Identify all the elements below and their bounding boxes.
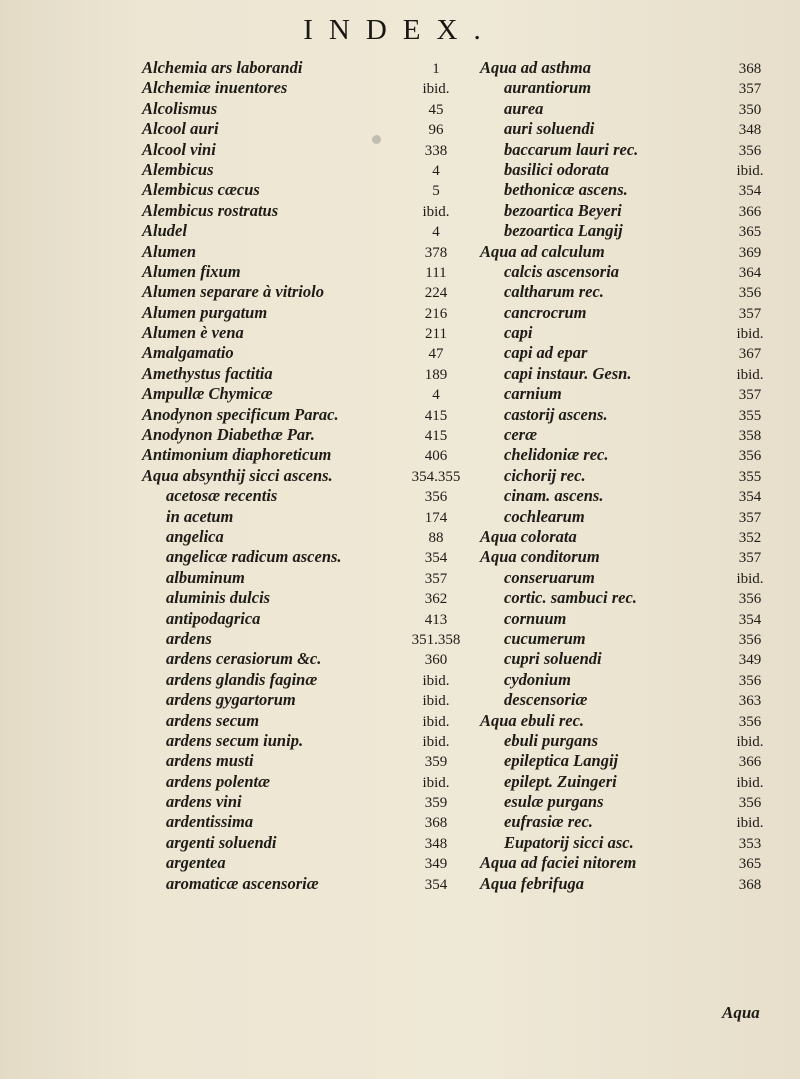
entry-page-number: 352 [738, 529, 762, 546]
entry-term: conseruarum [504, 567, 595, 587]
entry-term: epilept. Zuingeri [504, 771, 617, 791]
index-entry [480, 466, 780, 486]
index-entry [480, 282, 780, 302]
entry-page-number: 360 [424, 652, 448, 669]
entry-term: Aludel [142, 221, 187, 241]
index-entry [142, 547, 462, 567]
entry-page-number: 368 [738, 61, 762, 77]
entry-page-number: 356 [738, 448, 762, 465]
entry-term: ardens glandis faginæ [166, 669, 318, 689]
index-entry [142, 792, 462, 812]
entry-page-number: 216 [424, 305, 448, 322]
entry-term: acetosæ recentis [166, 486, 278, 506]
entry-term: Alembicus rostratus [142, 200, 279, 220]
index-entry [480, 874, 780, 894]
entry-term: bethonicæ ascens. [504, 180, 628, 200]
index-entry [142, 303, 462, 323]
entry-page-number: 413 [424, 611, 448, 628]
entry-page-number: 359 [424, 754, 448, 771]
index-entry [480, 711, 780, 731]
entry-page-number: 354 [424, 876, 448, 893]
entry-term: ardentissima [166, 812, 254, 832]
index-entry [142, 160, 462, 180]
entry-page-number: 4 [432, 224, 440, 241]
entry-page-number: 366 [738, 203, 762, 220]
index-entry [142, 772, 462, 792]
entry-term: albuminum [166, 567, 245, 587]
index-entry [480, 180, 780, 200]
entry-page-number: 367 [738, 346, 762, 363]
entry-term: ardens polentæ [166, 771, 271, 791]
entry-page-number: ibid. [736, 733, 764, 750]
index-entry [480, 99, 780, 119]
entry-term: Alembicus [142, 159, 214, 179]
entry-page-number: 356 [738, 142, 762, 159]
index-entry [480, 364, 780, 384]
entry-term: castorij ascens. [504, 404, 608, 424]
index-column-right [480, 58, 780, 894]
entry-page-number: 96 [428, 122, 444, 139]
index-entry [480, 140, 780, 160]
entry-page-number: ibid. [422, 713, 450, 730]
index-entry [142, 282, 462, 302]
entry-page-number: 174 [424, 509, 448, 526]
entry-page-number: 357 [738, 387, 762, 404]
entry-page-number: 354 [738, 489, 762, 506]
entry-page-number: 353 [738, 835, 762, 852]
entry-term: cortic. sambuci rec. [504, 588, 637, 608]
index-entry [142, 201, 462, 221]
index-entry [480, 201, 780, 221]
entry-page-number: 349 [738, 652, 762, 669]
entry-term: Alembicus cæcus [142, 180, 260, 200]
index-entry [142, 670, 462, 690]
entry-page-number: 224 [424, 285, 448, 302]
index-entry [142, 874, 462, 894]
index-entry [480, 160, 780, 180]
entry-page-number: ibid. [422, 203, 450, 220]
entry-page-number: 357 [424, 570, 448, 587]
index-entry [480, 78, 780, 98]
index-entry [480, 445, 780, 465]
entry-term: angelicæ radicum ascens. [166, 547, 342, 567]
index-entry [142, 486, 462, 506]
index-entry [142, 690, 462, 710]
entry-term: bezoartica Beyeri [504, 200, 622, 220]
index-entry [480, 772, 780, 792]
index-entry [142, 568, 462, 588]
index-entry [480, 547, 780, 567]
entry-page-number: 356 [424, 489, 448, 506]
index-entry [480, 568, 780, 588]
index-entry [142, 812, 462, 832]
entry-term: carnium [504, 384, 562, 404]
entry-term: Alcolismus [142, 98, 218, 118]
entry-term: esulæ purgans [504, 792, 604, 812]
entry-page-number: 5 [432, 183, 440, 200]
entry-page-number: 362 [424, 591, 448, 608]
index-entry [142, 323, 462, 343]
entry-page-number: ibid. [422, 81, 450, 98]
index-entry [480, 384, 780, 404]
entry-term: aurantiorum [504, 78, 592, 98]
entry-term: Alchemia ars laborandi [142, 58, 303, 77]
entry-page-number: 351.358 [411, 631, 461, 648]
entry-page-number: 354 [738, 183, 762, 200]
entry-term: Antimonium diaphoreticum [142, 445, 332, 465]
entry-term: aromaticæ ascensoriæ [166, 873, 319, 893]
entry-page-number: 378 [424, 244, 448, 261]
index-entry [480, 629, 780, 649]
entry-term: caltharum rec. [504, 282, 604, 302]
entry-page-number: 354 [738, 611, 762, 628]
entry-term: cucumerum [504, 628, 586, 648]
entry-page-number: 365 [738, 856, 762, 873]
entry-term: ardens secum iunip. [166, 730, 304, 750]
entry-term: Anodynon Diabethæ Par. [142, 425, 315, 445]
entry-term: ardens secum [166, 710, 260, 730]
index-entry [142, 221, 462, 241]
index-entry [480, 323, 780, 343]
index-entry [142, 242, 462, 262]
index-entry [142, 58, 462, 78]
index-entry [142, 466, 462, 486]
entry-term: Alumen separare à vitriolo [142, 282, 324, 302]
entry-page-number: ibid. [736, 326, 764, 343]
index-entry [142, 629, 462, 649]
entry-page-number: 4 [432, 162, 440, 179]
index-entry [480, 405, 780, 425]
index-entry [142, 507, 462, 527]
entry-page-number: 358 [738, 428, 762, 445]
entry-page-number: 357 [738, 550, 762, 567]
index-entry [142, 119, 462, 139]
index-entry [142, 343, 462, 363]
entry-term: Amalgamatio [142, 343, 234, 363]
entry-page-number: 356 [738, 672, 762, 689]
index-entry [480, 731, 780, 751]
index-entry [480, 670, 780, 690]
index-entry [480, 119, 780, 139]
entry-term: Aqua conditorum [480, 547, 600, 567]
entry-term: cochlearum [504, 506, 585, 526]
entry-term: Alumen [142, 241, 197, 261]
entry-term: ardens musti [166, 751, 254, 771]
entry-page-number: ibid. [736, 774, 764, 791]
index-entry [480, 690, 780, 710]
entry-page-number: 364 [738, 264, 762, 281]
entry-page-number: 368 [424, 815, 448, 832]
index-entry [480, 853, 780, 873]
entry-term: aluminis dulcis [166, 588, 271, 608]
index-entry [142, 405, 462, 425]
index-entry [480, 425, 780, 445]
index-entry [480, 303, 780, 323]
index-entry [480, 751, 780, 771]
index-entry [142, 527, 462, 547]
entry-term: ardens cerasiorum &c. [166, 649, 322, 669]
entry-term: antipodagrica [166, 608, 261, 628]
index-entry [480, 262, 780, 282]
entry-page-number: 189 [424, 366, 448, 383]
entry-page-number: 355 [738, 468, 762, 485]
entry-page-number: 369 [738, 244, 762, 261]
index-entry [142, 99, 462, 119]
entry-page-number: 415 [424, 428, 448, 445]
index-entry [480, 527, 780, 547]
entry-term: capi instaur. Gesn. [504, 363, 632, 383]
entry-page-number: 88 [428, 529, 444, 546]
entry-term: Aqua febrifuga [480, 873, 585, 893]
entry-term: in acetum [166, 506, 234, 526]
entry-term: Alumen purgatum [142, 302, 268, 322]
entry-term: argentea [166, 853, 226, 873]
entry-page-number: 111 [425, 264, 447, 281]
entry-page-number: ibid. [736, 162, 764, 179]
entry-term: Ampullæ Chymicæ [142, 384, 273, 404]
entry-term: descensoriæ [504, 690, 588, 710]
entry-page-number: 357 [738, 509, 762, 526]
entry-term: cancrocrum [504, 302, 587, 322]
entry-term: Aqua ad calculum [480, 241, 605, 261]
entry-term: Alchemiæ inuentores [142, 78, 288, 98]
entry-term: Aqua colorata [480, 526, 577, 546]
entry-term: ardens [166, 628, 212, 648]
entry-page-number: 338 [424, 142, 448, 159]
index-entry [142, 364, 462, 384]
entry-term: Alcool vini [142, 139, 216, 159]
index-entry [480, 507, 780, 527]
index-entry [142, 751, 462, 771]
index-entry [480, 486, 780, 506]
entry-term: Alumen fixum [142, 261, 241, 281]
entry-term: Alcool auri [142, 119, 219, 139]
entry-page-number: 356 [738, 713, 762, 730]
entry-page-number: 1 [432, 61, 440, 77]
entry-page-number: 4 [432, 387, 440, 404]
index-entry [142, 853, 462, 873]
entry-page-number: ibid. [422, 693, 450, 710]
entry-page-number: 349 [424, 856, 448, 873]
index-entry [142, 262, 462, 282]
index-entry [480, 812, 780, 832]
entry-page-number: 357 [738, 305, 762, 322]
entry-term: cupri soluendi [504, 649, 602, 669]
entry-page-number: 356 [738, 631, 762, 648]
entry-term: Aqua ad asthma [480, 58, 591, 77]
index-entry [480, 649, 780, 669]
entry-page-number: 415 [424, 407, 448, 424]
entry-term: Alumen è vena [142, 323, 244, 343]
entry-page-number: 365 [738, 224, 762, 241]
entry-term: Aqua ad faciei nitorem [480, 853, 637, 873]
index-entry [480, 343, 780, 363]
entry-page-number: 350 [738, 101, 762, 118]
entry-page-number: 47 [428, 346, 444, 363]
entry-page-number: 356 [738, 591, 762, 608]
entry-page-number: 211 [425, 326, 447, 343]
index-entry [142, 609, 462, 629]
index-entry [142, 140, 462, 160]
page-header: INDEX. [303, 14, 497, 46]
entry-term: angelica [166, 526, 224, 546]
index-entry [142, 833, 462, 853]
entry-term: ceræ [504, 425, 537, 445]
entry-term: eufrasiæ rec. [504, 812, 593, 832]
index-entry [142, 731, 462, 751]
entry-term: Aqua ebuli rec. [480, 710, 585, 730]
entry-page-number: ibid. [422, 774, 450, 791]
entry-term: argenti soluendi [166, 832, 277, 852]
entry-page-number: 357 [738, 81, 762, 98]
entry-page-number: 354 [424, 550, 448, 567]
index-entry [480, 588, 780, 608]
entry-page-number: 368 [738, 876, 762, 893]
entry-term: capi ad epar [504, 343, 588, 363]
index-entry [480, 792, 780, 812]
entry-term: cornuum [504, 608, 567, 628]
entry-term: auri soluendi [504, 119, 595, 139]
index-column-left [142, 58, 462, 894]
entry-term: cinam. ascens. [504, 486, 604, 506]
entry-page-number: 355 [738, 407, 762, 424]
entry-page-number: 356 [738, 795, 762, 812]
entry-term: baccarum lauri rec. [504, 139, 639, 159]
entry-page-number: ibid. [736, 570, 764, 587]
index-entry [480, 833, 780, 853]
entry-term: calcis ascensoria [504, 261, 620, 281]
entry-page-number: 354.355 [411, 468, 461, 485]
entry-page-number: ibid. [736, 366, 764, 383]
entry-page-number: 363 [738, 693, 762, 710]
index-entry [480, 221, 780, 241]
entry-term: ardens vini [166, 792, 242, 812]
index-entry [142, 384, 462, 404]
entry-page-number: 45 [428, 101, 444, 118]
entry-page-number: 406 [424, 448, 448, 465]
entry-term: bezoartica Langij [504, 221, 623, 241]
entry-page-number: 356 [738, 285, 762, 302]
entry-term: epileptica Langij [504, 751, 619, 771]
index-entry [142, 78, 462, 98]
index-entry [142, 588, 462, 608]
index-entry [142, 711, 462, 731]
entry-term: Aqua absynthij sicci ascens. [142, 465, 333, 485]
entry-page-number: ibid. [422, 672, 450, 689]
entry-term: Amethystus factitia [142, 363, 273, 383]
entry-term: basilici odorata [504, 159, 609, 179]
entry-term: chelidoniæ rec. [504, 445, 609, 465]
index-entry [142, 649, 462, 669]
entry-page-number: ibid. [736, 815, 764, 832]
entry-page-number: ibid. [422, 733, 450, 750]
entry-term: Anodynon specificum Parac. [142, 404, 339, 424]
entry-page-number: 348 [424, 835, 448, 852]
entry-term: cichorij rec. [504, 465, 586, 485]
entry-term: ardens gygartorum [166, 690, 296, 710]
index-entry [480, 242, 780, 262]
entry-term: cydonium [504, 669, 571, 689]
index-entry [142, 445, 462, 465]
index-entry [480, 609, 780, 629]
entry-page-number: 348 [738, 122, 762, 139]
index-entry [142, 180, 462, 200]
entry-page-number: 366 [738, 754, 762, 771]
entry-term: ebuli purgans [504, 730, 598, 750]
entry-term: aurea [504, 98, 544, 118]
index-entry [480, 58, 780, 78]
catchword: Aqua [722, 1003, 760, 1022]
entry-term: capi [504, 323, 533, 343]
entry-term: Eupatorij sicci asc. [504, 832, 634, 852]
index-entry [142, 425, 462, 445]
entry-page-number: 359 [424, 795, 448, 812]
